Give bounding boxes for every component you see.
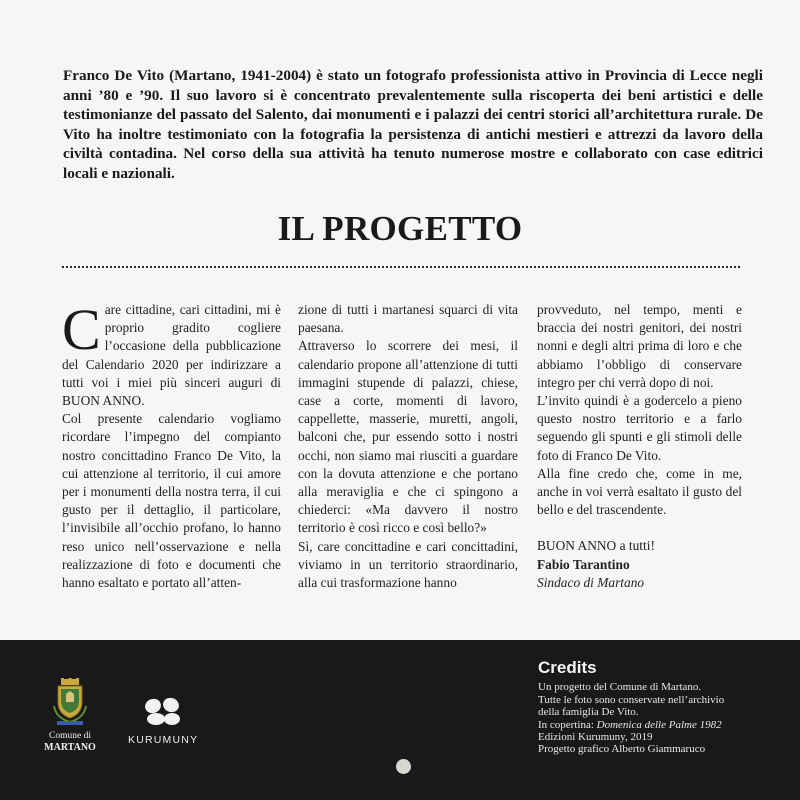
letter-paragraph: Attraverso lo scorrere dei mesi, il calendario propone all’attenzione di tutti immagini stupende di palazzi, chiese, case a corte, momenti di lavoro, cappellette, masserie, muretti, angoli, balconi che, pur essendo sotto i nostri occhi, non siamo mai riusciti a guardare con la dovuta attenzione e che portano alla meraviglia e che ci spingono a chiederci: «Ma davvero il nostro territorio è così ricco e così bello?» xyxy=(298,338,518,536)
cover-title: Domenica delle Palme 1982 xyxy=(596,718,722,731)
crest-label-name: MARTANO xyxy=(44,742,96,753)
letter-paragraph-text: are cittadine, cari cittadini, mi è proprio gradito cogliere l’occasione della pubblicazione del Calendario 2020 per indirizzare a tutti voi i miei più sinceri auguri di BUON ANNO. xyxy=(62,302,281,409)
letter-paragraph: provveduto, nel tempo, menti e braccia dei nostri genitori, dei nostri nonni e degli altri prima di loro e che abbiamo l’obbligo di conservare integro per chi verrà dopo di noi. xyxy=(537,302,742,390)
dotted-divider xyxy=(62,266,740,268)
signer-name: Fabio Tarantino xyxy=(537,556,630,572)
letter-paragraph: zione di tutti i martanesi squarci di vita paesana. xyxy=(298,302,518,336)
credits-block xyxy=(538,658,788,756)
letter-paragraph: Sì, care concittadine e cari concittadini, viviamo in un territorio straordinario, alla cui trasformazione hanno xyxy=(298,538,518,591)
footer xyxy=(0,640,800,800)
municipal-crest xyxy=(40,678,100,754)
brand-name: KURUMUNY xyxy=(128,734,199,746)
letter-paragraph: Col presente calendario vogliamo ricordare l’impegno del compianto nostro concittadino Franco De Vito, la cui attenzione al territorio, il cui amore per i monumenti della nostra terra, il cui gusto per il dettaglio, il particolare, l’invisibile all’occhio profano, lo hanno reso unico nell’osservazione e nella realizzazione di foto e documenti che hanno esaltato e portato all’atten- xyxy=(62,411,281,591)
letter-paragraph xyxy=(62,297,281,410)
letter-paragraph: Alla fine credo che, come in me, anche in voi verrà esaltato il gusto del bello e del trascendente. xyxy=(537,465,742,518)
hanging-hole xyxy=(396,759,411,774)
crest-label xyxy=(40,731,100,754)
intro-paragraph: Franco De Vito (Martano, 1941-2004) è stato un fotografo professionista attivo in Provincia di Lecce negli anni ’80 e ’90. Il suo lavoro si è concentrato prevalentemente sulla riscoperta dei beni artistici e delle testimonianze del passato del Salento, dai monumenti e i palazzi dei centri storici all’architettura rurale. De Vito ha inoltre testimoniato con la fotografia la persistenza di antichi mestieri e attrezzi da lavoro della civiltà contadina. Nel corso della sua attività ha tenuto numerose mostre e collaborato con case editrici locali e nazionali. xyxy=(63,67,763,182)
credits-line: Progetto grafico Alberto Giammaruco xyxy=(538,743,706,756)
credits-cover-line xyxy=(538,719,788,731)
cover-label: In copertina: xyxy=(538,718,597,731)
letter-column-2 xyxy=(298,301,518,592)
kurumuny-logo-icon xyxy=(141,696,185,726)
signer-role: Sindaco di Martano xyxy=(537,574,645,590)
crest-label-line: Comune di xyxy=(49,731,91,741)
letter-signoff: BUON ANNO a tutti! xyxy=(537,538,655,554)
publisher-logo xyxy=(128,696,198,746)
letter-paragraph: L’invito quindi è a godercelo a pieno questo nostro territorio e a farlo seguendo gli spunti e gli stimoli delle foto di Franco De Vito. xyxy=(537,393,742,463)
municipal-crest-icon xyxy=(52,678,88,728)
section-title: IL PROGETTO xyxy=(277,209,523,248)
credits-line: della famiglia De Vito. xyxy=(538,706,639,719)
drop-cap: C xyxy=(62,297,101,362)
letter-column-1 xyxy=(62,297,281,592)
credits-line: Tutte le foto sono conservate nell’archivio xyxy=(538,693,725,706)
credits-title: Credits xyxy=(538,658,597,677)
credits-line: Un progetto del Comune di Martano. xyxy=(538,681,702,694)
credits-line: Edizioni Kurumuny, 2019 xyxy=(538,731,653,744)
letter-column-3 xyxy=(537,301,742,592)
